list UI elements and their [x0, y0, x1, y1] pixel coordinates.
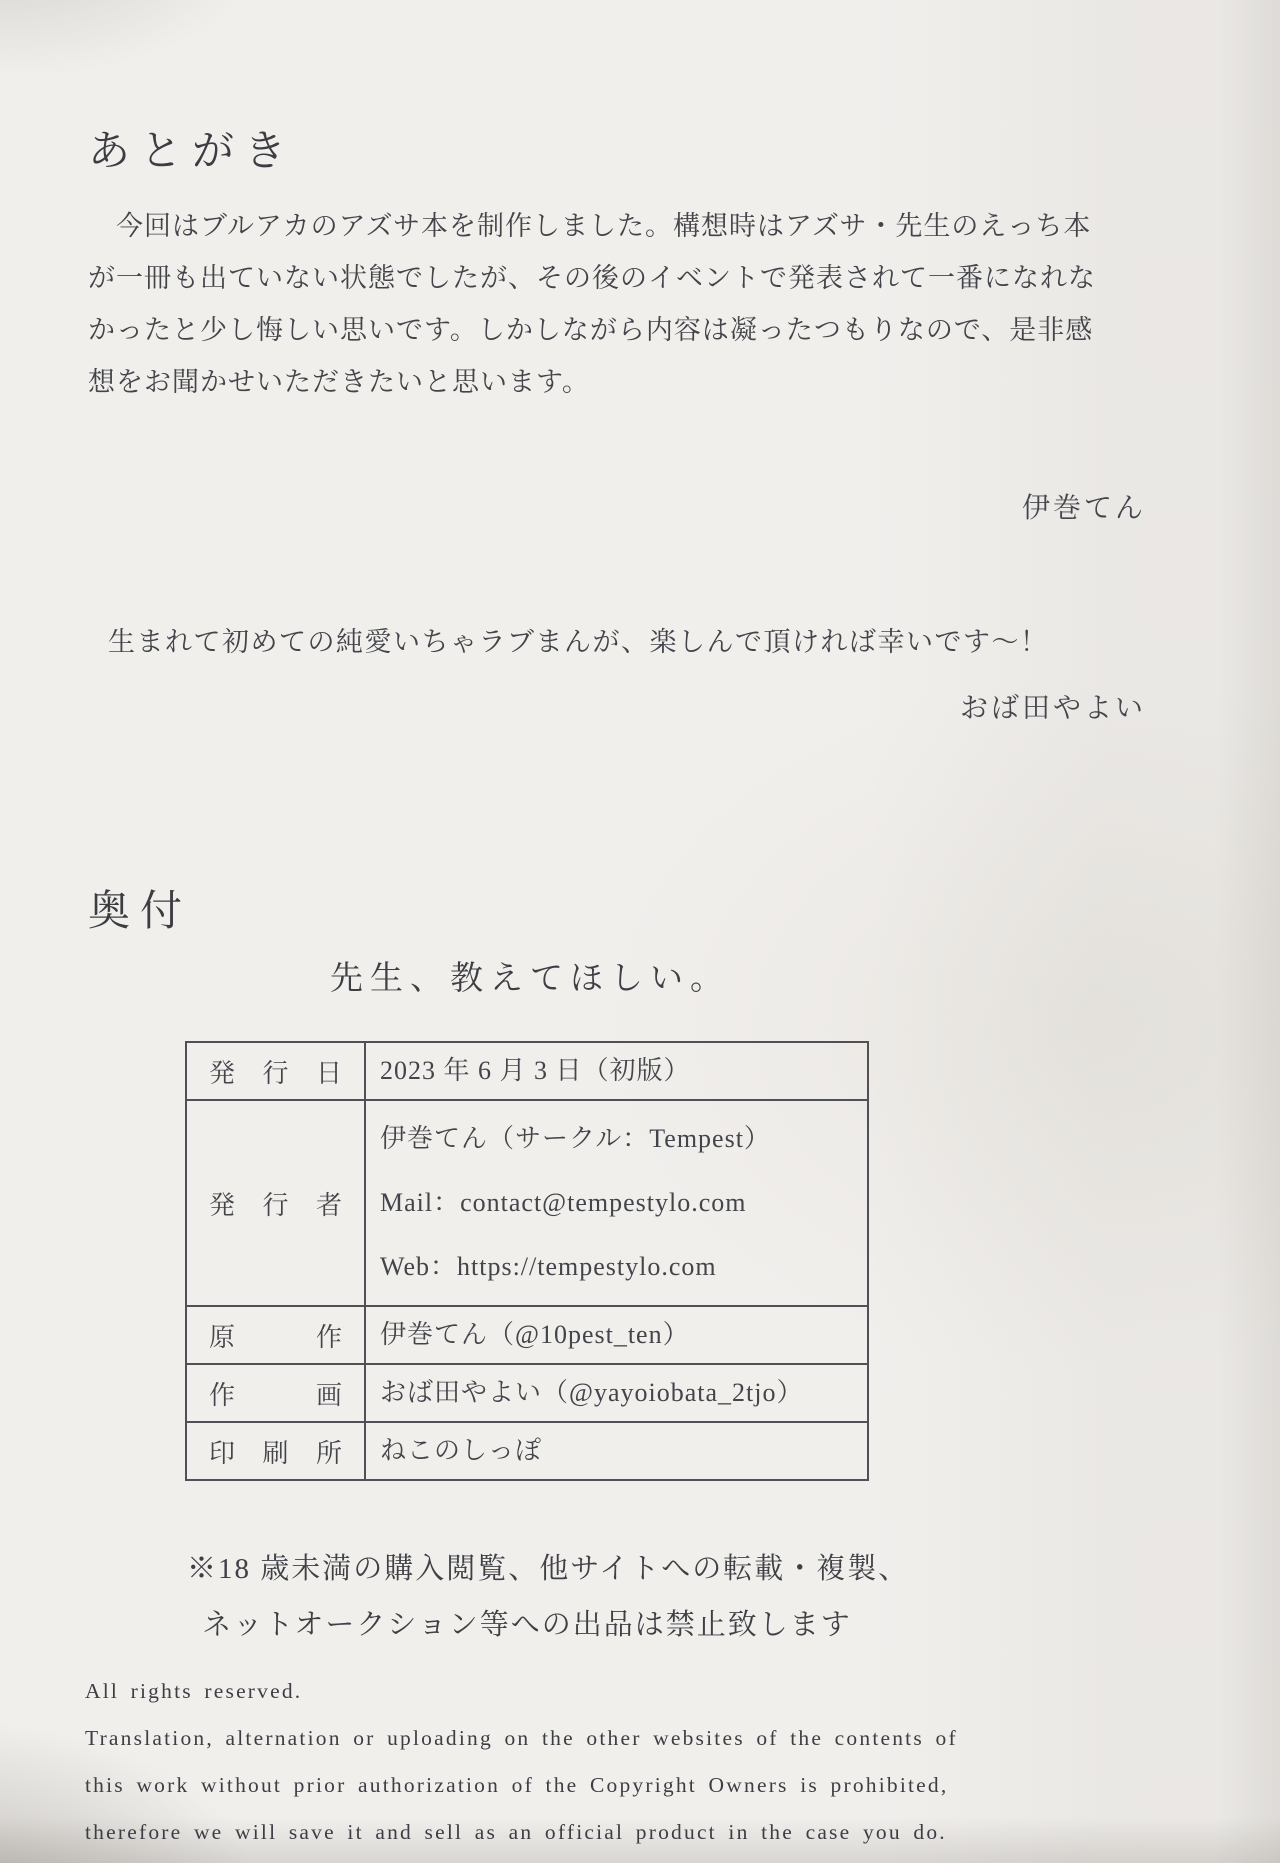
row-label: 原作	[186, 1306, 365, 1364]
publisher-web: Web：https://tempestylo.com	[380, 1252, 717, 1281]
afterword-body-line: かったと少し悔しい思いです。しかしながら内容は凝ったつもりなので、是非感	[88, 315, 1094, 345]
publisher-mail: Mail：contact@tempestylo.com	[380, 1188, 747, 1217]
age-restriction-notice	[187, 1541, 910, 1653]
rights-statement	[85, 1668, 1185, 1856]
publish-date: 2023 年 6 月 3 日（初版）	[380, 1056, 691, 1085]
table-row-original-work	[186, 1306, 868, 1364]
artist-signature: おば田やよい	[959, 693, 1146, 724]
notice-line: ※18 歳未満の購入閲覧、他サイトへの転載・複製、	[187, 1553, 910, 1585]
table-row-printer	[186, 1422, 868, 1480]
row-value	[365, 1306, 868, 1364]
row-value	[365, 1422, 868, 1480]
row-label: 印刷所	[186, 1422, 365, 1480]
row-value	[365, 1042, 868, 1100]
rights-line: All rights reserved.	[85, 1679, 303, 1703]
printer: ねこのしっぽ	[380, 1436, 543, 1465]
row-label: 発行者	[186, 1100, 365, 1306]
rights-line: this work without prior authorization of the Copyright Owners is prohibited,	[85, 1773, 949, 1797]
afterword-body-line: が一冊も出ていない状態でしたが、その後のイベントで発表されて一番になれな	[88, 263, 1096, 293]
table-row-publisher	[186, 1100, 868, 1306]
author-signature: 伊巻てん	[1021, 493, 1146, 524]
afterword-body-line: 今回はブルアカのアズサ本を制作しました。構想時はアズサ・先生のえっち本	[88, 211, 1092, 241]
original-author: 伊巻てん（@10pest_ten）	[380, 1320, 690, 1349]
table-row-illustration	[186, 1364, 868, 1422]
afterword-body	[88, 200, 1096, 408]
afterword-heading: あとがき	[88, 129, 297, 175]
afterword-body-line: 想をお聞かせいただきたいと思います。	[88, 367, 590, 397]
notice-line: ネットオークション等への出品は禁止致します	[202, 1609, 852, 1641]
colophon-heading: 奥付	[88, 889, 193, 935]
rights-line: Translation, alternation or uploading on the other websites of the contents of	[85, 1726, 958, 1750]
illustrator: おば田やよい（@yayoiobata_2tjo）	[380, 1378, 804, 1407]
rights-line: therefore we will save it and sell as an official product in the case you do.	[85, 1820, 947, 1844]
row-label: 作画	[186, 1364, 365, 1422]
publisher-circle: 伊巻てん（サークル：Tempest）	[380, 1124, 771, 1153]
table-row-publish-date	[186, 1042, 868, 1100]
book-title: 先生、教えてほしい。	[330, 961, 730, 997]
row-value	[365, 1364, 868, 1422]
colophon-table	[185, 1041, 869, 1481]
row-value	[365, 1100, 868, 1306]
row-label: 発行日	[186, 1042, 365, 1100]
artist-message: 生まれて初めての純愛いちゃラブまんが、楽しんで頂ければ幸いです～！	[108, 627, 1049, 657]
